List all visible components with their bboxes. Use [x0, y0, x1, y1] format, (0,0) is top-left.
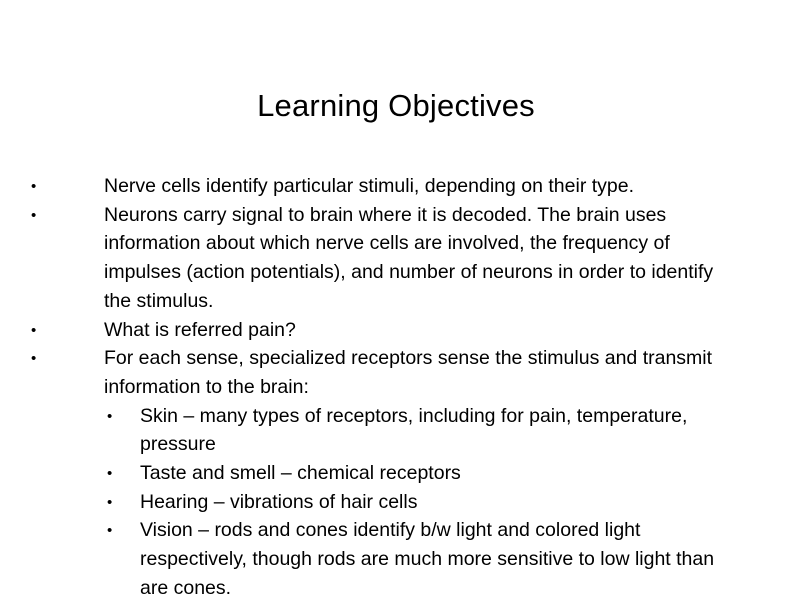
sub-list-item-text: Hearing – vibrations of hair cells [140, 490, 418, 513]
bullet-list [0, 172, 792, 603]
sub-list-item [0, 459, 792, 488]
list-item [0, 344, 792, 401]
sub-list-item-text: Vision – rods and cones identify b/w light and colored light respectively, though rods are much more sensitive to low light than are cones. [140, 519, 715, 599]
list-item-text: For each sense, specialized receptors sense the stimulus and transmit information to the brain: [104, 347, 713, 398]
bullet-icon: • [107, 493, 113, 511]
bullet-icon: • [107, 522, 113, 540]
sub-list-item [0, 516, 792, 602]
bullet-icon: • [107, 407, 113, 425]
list-item-text: What is referred pain? [104, 318, 296, 341]
bullet-icon: • [31, 321, 37, 339]
list-item-text: Nerve cells identify particular stimuli, depending on their type. [104, 175, 635, 197]
sub-list-item-text: Taste and smell – chemical receptors [140, 462, 461, 485]
bullet-icon: • [107, 465, 113, 483]
bullet-icon: • [31, 350, 37, 368]
bullet-icon: • [31, 178, 37, 195]
list-item [0, 172, 792, 201]
bullet-icon: • [31, 206, 37, 224]
sub-list-item [0, 488, 792, 517]
list-item-text: Neurons carry signal to brain where it is decoded. The brain uses information about which nerve cells are involved, the frequency of impulses (action potentials), and number of neurons in order to identify the stimulus. [104, 203, 714, 312]
list-item [0, 201, 792, 316]
sub-list-item [0, 402, 792, 459]
slide-title: Learning Objectives [257, 88, 535, 123]
sub-list-item-text: Skin – many types of receptors, including for pain, temperature, pressure [140, 404, 688, 456]
list-item [0, 316, 792, 345]
